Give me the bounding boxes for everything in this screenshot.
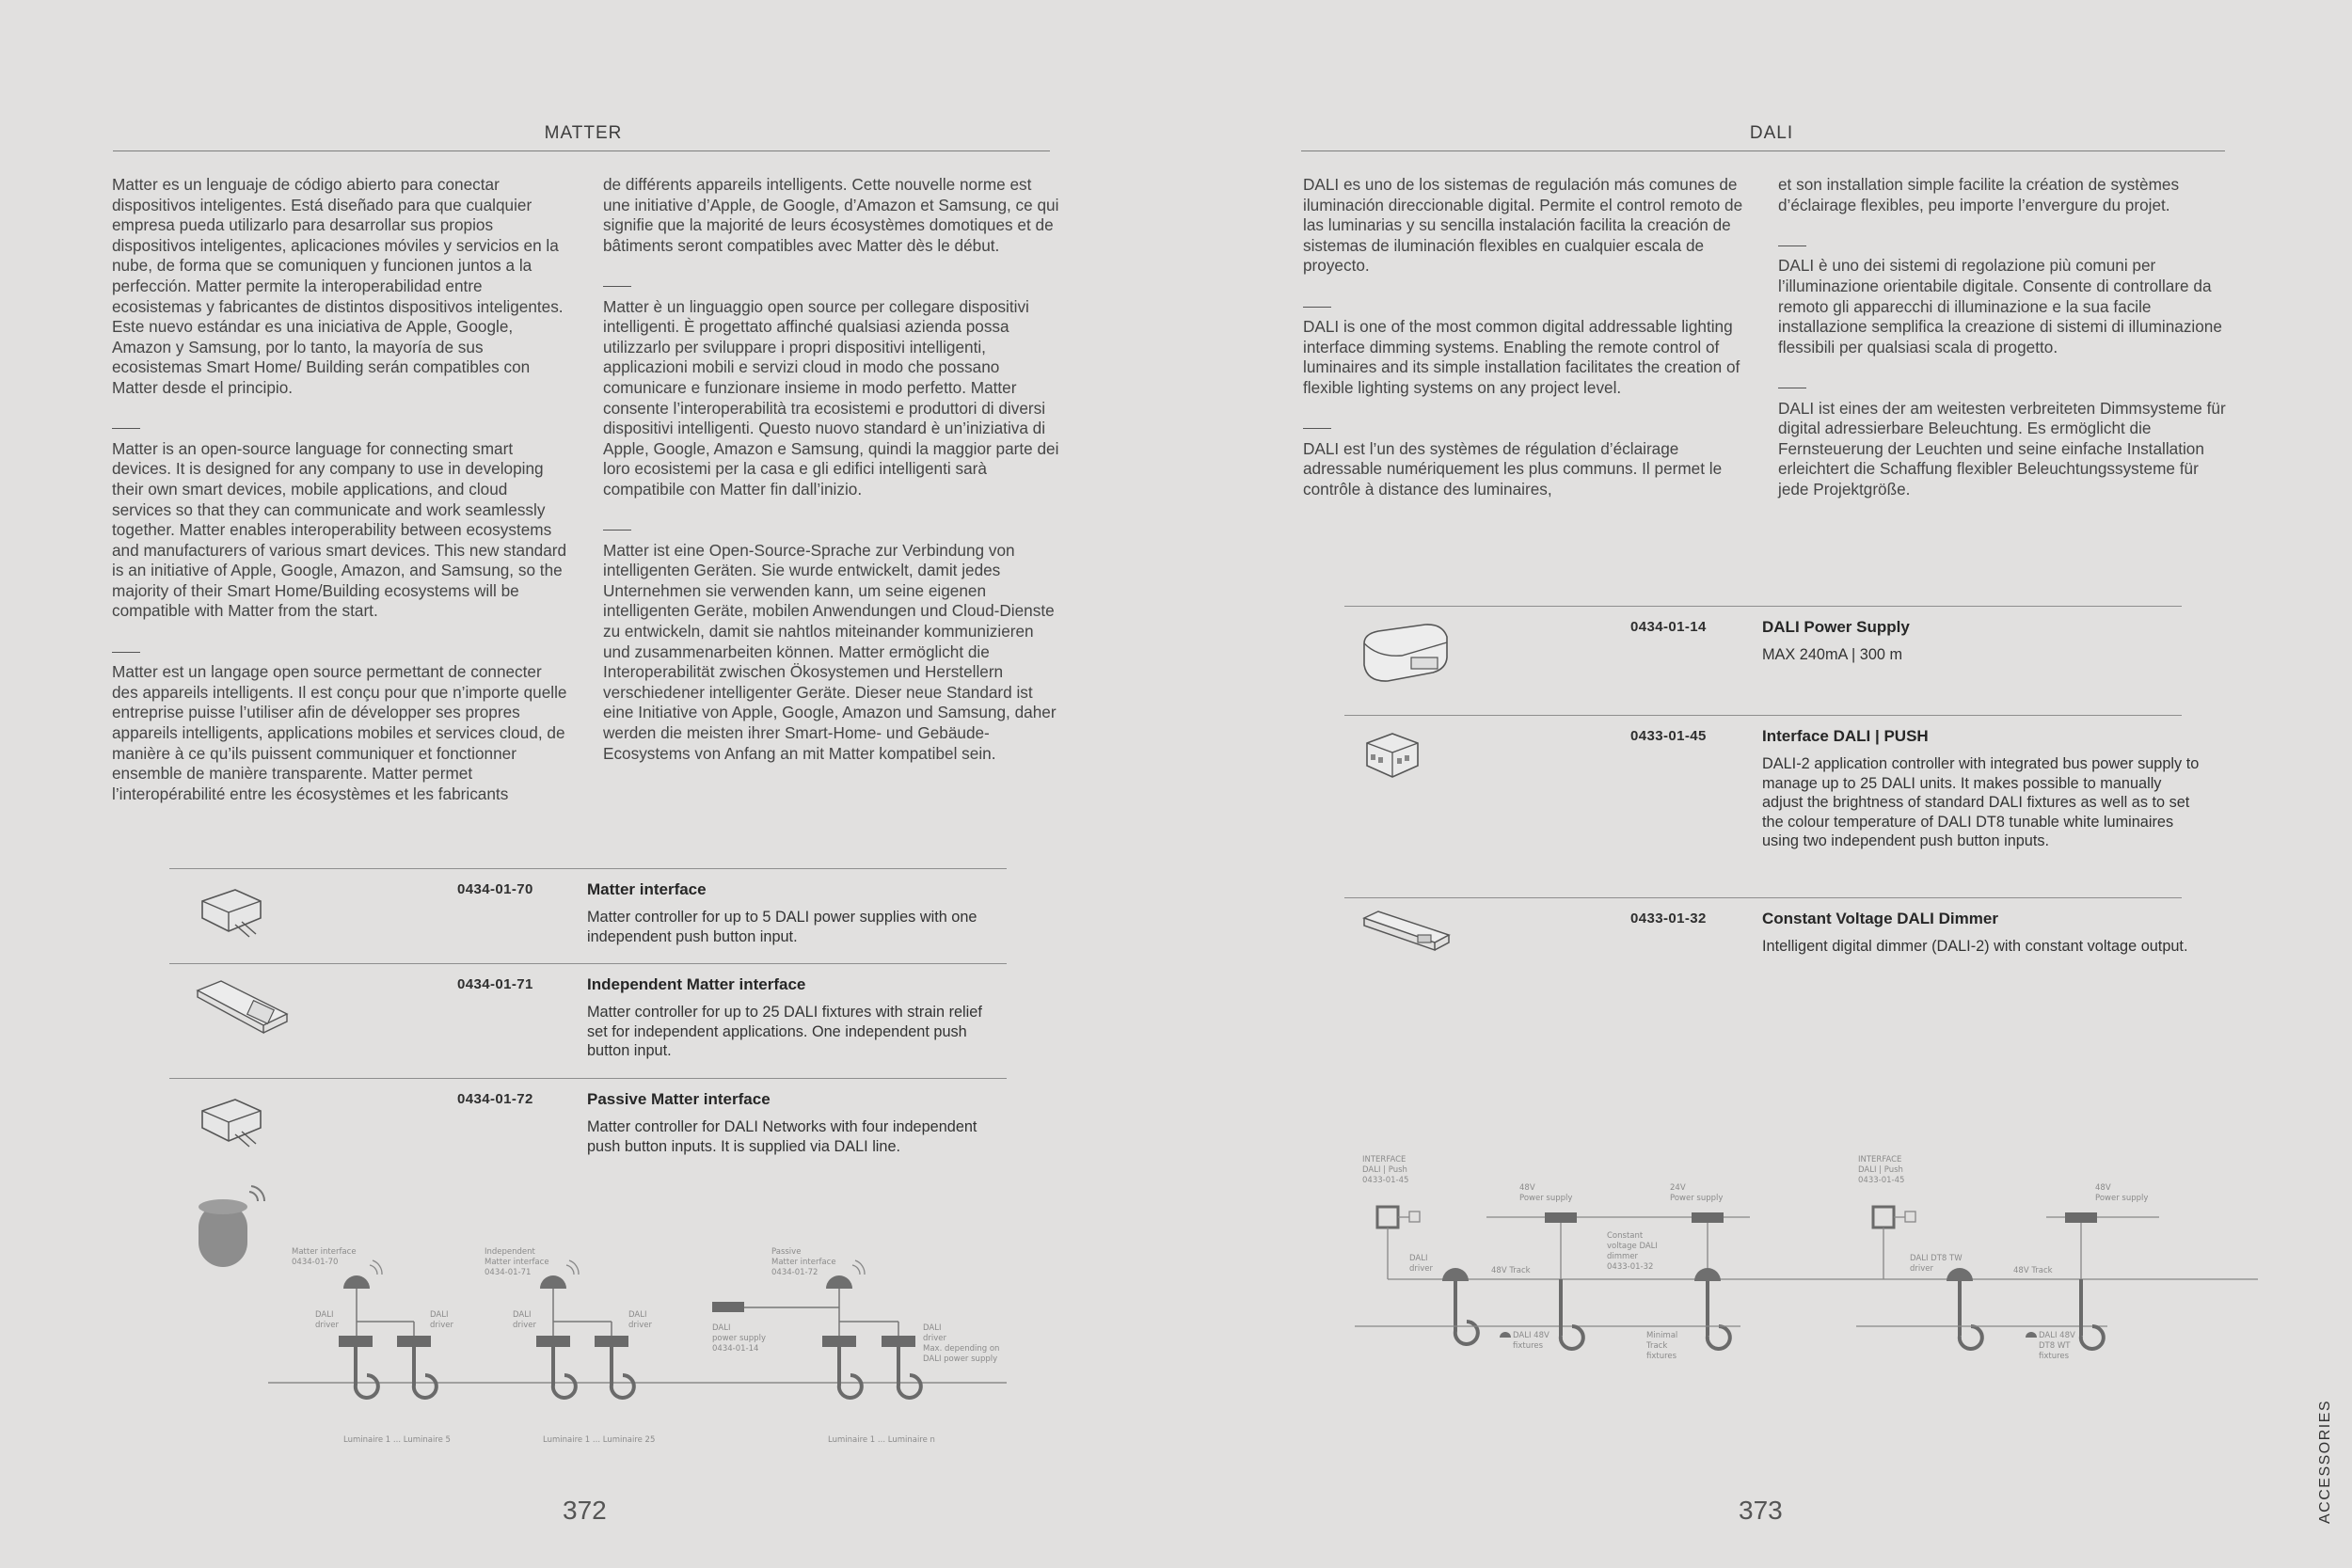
product-description: DALI-2 application controller with integrated bus power supply to manage up to 25 DALI units. It makes possible to manually adjust the brightness of standard DALI fixtures as well as to set the colour temperature of DALI DT8 tunable white luminaires using two independent push button inputs. — [1762, 755, 2200, 849]
svg-text:DALI: DALI — [513, 1310, 532, 1320]
svg-text:0434-01-71: 0434-01-71 — [485, 1268, 532, 1277]
separator-dash — [1303, 297, 1755, 318]
svg-text:DALI 48V: DALI 48V — [1513, 1331, 1549, 1340]
svg-text:dimmer: dimmer — [1607, 1252, 1639, 1261]
paragraph: de différents appareils intelligents. Cette nouvelle norme est une initiative d’Apple, de Google, d’Amazon et Samsung, ce qui signifie que la majorité de leurs écosystèmes domotiques et de bâtiments seront compatibles avec Matter dès le début. — [603, 175, 1059, 255]
product-code: 0433-01-45 — [1630, 728, 1707, 744]
svg-text:INTERFACE: INTERFACE — [1362, 1155, 1406, 1164]
product-row-divider — [169, 963, 1007, 964]
separator-dash — [603, 277, 1059, 297]
right-page — [1176, 0, 2352, 1568]
interface-dali-push-icon — [1359, 726, 1425, 787]
product-code: 0434-01-14 — [1630, 619, 1707, 635]
svg-text:Matter interface: Matter interface — [485, 1258, 549, 1267]
independent-matter-interface-icon — [193, 976, 296, 1047]
product-row-divider — [169, 868, 1007, 869]
diagram-group-independent-matter-interface — [485, 1247, 655, 1445]
dali-power-supply-icon — [1359, 620, 1454, 690]
side-label-accessories: ACCESSORIES — [2317, 1399, 2333, 1524]
paragraph: Matter est un langage open source permettant de connecter des appareils intelligents. Il est conçu pour que n’importe quelle entreprise puisse l’utiliser afin de développer ses propres appareils intelligents, applications mobiles et services cloud, de manière à ce qu’ils puissent communiquer et fonctionner ensemble de manière transparente. Matter permet l’interopérabilité entre les écosystèmes et les fabricants — [112, 662, 567, 803]
title-rule — [113, 150, 1050, 151]
page-number-right: 373 — [1739, 1496, 1783, 1525]
product-row-divider — [1344, 715, 2182, 716]
product-name: Constant Voltage DALI Dimmer — [1762, 910, 1998, 927]
svg-text:Luminaire 1 ... Luminaire 5: Luminaire 1 ... Luminaire 5 — [343, 1435, 451, 1445]
paragraph: DALI è uno dei sistemi di regolazione più comuni per l’illuminazione orientabile digitale. Consente di controllare da remoto gli apparecchi di illuminazione e la sua facile installazione semplifica la creazione di sistemi di illuminazione flessibili per qualsiasi scala di progetto. — [1778, 256, 2222, 356]
separator-dash — [1778, 236, 2230, 257]
svg-text:DALI: DALI — [712, 1323, 731, 1333]
svg-text:Matter interface: Matter interface — [292, 1247, 357, 1257]
passive-matter-interface-icon — [193, 1092, 268, 1153]
diagram-group-matter-interface — [292, 1247, 454, 1445]
svg-text:DALI: DALI — [628, 1310, 647, 1320]
product-description: Matter controller for up to 25 DALI fixtures with strain relief set for independent applications. One independent push button input. — [587, 1004, 982, 1059]
svg-text:Max. depending on: Max. depending on — [923, 1344, 1000, 1354]
svg-text:fixtures: fixtures — [1513, 1341, 1544, 1351]
svg-text:Power supply: Power supply — [1519, 1194, 1573, 1203]
svg-text:fixtures: fixtures — [2039, 1352, 2070, 1361]
section-title-dali: DALI — [1749, 123, 1794, 143]
svg-text:driver: driver — [513, 1321, 537, 1330]
product-name: Matter interface — [587, 880, 707, 898]
svg-text:Constant: Constant — [1607, 1231, 1644, 1241]
matter-text-column-1 — [112, 175, 568, 825]
diagram-group-passive-matter-interface — [712, 1247, 999, 1445]
svg-text:driver: driver — [430, 1321, 454, 1330]
paragraph: Matter ist eine Open-Source-Sprache zur Verbindung von intelligenten Geräten. Sie wurde entwickelt, damit jedes Unternehmen sie verwenden kann, um seine eigenen intelligenten Geräte, mobilen Anwendungen und Cloud-Dienste zu entwickeln, damit sie nahtlos miteinander kommunizieren und zusammenarbeiten können. Matter ermöglicht die Interoperabilität zwischen Ökosystemen und Herstellern verschiedener intelligenter Geräte. Dieser neue Standard ist eine Initiative von Apple, Google, Amazon und Samsung, daher werden die meisten ihrer Smart-Home- und Gebäude-Ecosystems von Anfang an mit Matter kompatibel sein. — [603, 540, 1057, 763]
svg-text:driver: driver — [628, 1321, 653, 1330]
svg-text:Luminaire 1 ... Luminaire 25: Luminaire 1 ... Luminaire 25 — [543, 1435, 656, 1445]
product-row-divider — [1344, 897, 2182, 898]
svg-text:Passive: Passive — [771, 1247, 802, 1257]
paragraph: DALI est l’un des systèmes de régulation d’éclairage adressable numériquement les plus communs. Il permet le contrôle à distance des luminaires, — [1303, 438, 1723, 499]
product-description: Matter controller for DALI Networks with four independent push button inputs. It is supplied via DALI line. — [587, 1118, 977, 1155]
paragraph: Matter è un linguaggio open source per collegare dispositivi intelligenti. È progettato affinché qualsiasi azienda possa utilizzarlo per sviluppare i propri dispositivi intelligenti, applicazioni mobili e servizi cloud in modo che possano comunicare e funzionare insieme in modo perfetto. Matter consente l’interoperabilità tra ecosistemi e produttori di diversi dispositivi intelligenti. Questo nuovo standard è un’iniziativa di Apple, Google, Amazon e Samsung, quindi la maggior parte dei loro ecosistemi per la casa e gli edifici intelligenti sarà compatibile con Matter fin dall’inizio. — [603, 296, 1059, 499]
svg-text:DALI power supply: DALI power supply — [923, 1354, 998, 1364]
svg-text:driver: driver — [1409, 1264, 1434, 1274]
dali-wiring-diagram — [1355, 1148, 2258, 1383]
product-name: Independent Matter interface — [587, 975, 806, 993]
product-code: 0434-01-71 — [457, 976, 533, 992]
paragraph: Matter is an open-source language for connecting smart devices. It is designed for any company to use in developing their own smart devices, mobile applications, and cloud services so that they can communicate and work seamlessly together. Matter enables interoperability between ecosystems and manufacturers of various smart devices. This new standard is an initiative of Apple, Google, Amazon, and Samsung, so the majority of their Smart Home/Building ecosystems will be compatible with Matter from the start. — [112, 438, 567, 621]
product-description: Intelligent digital dimmer (DALI-2) with constant voltage output. — [1762, 938, 2188, 955]
svg-text:Track: Track — [1646, 1341, 1668, 1351]
product-code: 0433-01-32 — [1630, 911, 1707, 927]
product-row-divider — [1344, 606, 2182, 607]
svg-text:24V: 24V — [1670, 1183, 1686, 1193]
separator-dash — [603, 520, 1059, 541]
matter-wiring-diagram — [263, 1242, 1016, 1458]
svg-text:0434-01-72: 0434-01-72 — [771, 1268, 818, 1277]
separator-dash — [112, 419, 568, 439]
svg-text:DALI: DALI — [315, 1310, 334, 1320]
section-title-matter: MATTER — [544, 123, 623, 143]
svg-text:DT8 WT: DT8 WT — [2039, 1341, 2071, 1351]
svg-text:Power supply: Power supply — [2095, 1194, 2149, 1203]
svg-text:fixtures: fixtures — [1646, 1352, 1677, 1361]
svg-text:DALI: DALI — [1409, 1254, 1428, 1263]
matter-interface-icon — [193, 882, 268, 943]
svg-text:DALI: DALI — [430, 1310, 449, 1320]
separator-dash — [112, 642, 568, 663]
svg-text:48V: 48V — [1519, 1183, 1535, 1193]
svg-text:Matter interface: Matter interface — [771, 1258, 836, 1267]
svg-text:INTERFACE: INTERFACE — [1858, 1155, 1902, 1164]
svg-text:0433-01-45: 0433-01-45 — [1362, 1176, 1409, 1185]
page-number-left: 372 — [563, 1496, 607, 1525]
paragraph: et son installation simple facilite la création de systèmes d’éclairage flexibles, peu importe l’envergure du projet. — [1778, 175, 2180, 214]
separator-dash — [1778, 378, 2230, 399]
svg-text:0434-01-14: 0434-01-14 — [712, 1344, 759, 1354]
svg-text:voltage DALI: voltage DALI — [1607, 1242, 1658, 1251]
svg-text:Independent: Independent — [485, 1247, 535, 1257]
product-name: Passive Matter interface — [587, 1090, 771, 1108]
product-code: 0434-01-70 — [457, 881, 533, 897]
diagram-dali-push-dt8 — [1856, 1155, 2159, 1361]
product-description: Matter controller for up to 5 DALI power supplies with one independent push button input. — [587, 909, 977, 945]
svg-text:48V Track: 48V Track — [2013, 1266, 2053, 1275]
svg-text:DALI | Push: DALI | Push — [1362, 1165, 1407, 1175]
svg-text:Luminaire 1 ... Luminaire n: Luminaire 1 ... Luminaire n — [828, 1435, 935, 1445]
product-description: MAX 240mA | 300 m — [1762, 646, 1903, 663]
paragraph: DALI es uno de los sistemas de regulación más comunes de iluminación direccionable digital. Permite el control remoto de las luminarias y su sencilla instalación facilita la creación de sistemas de iluminación flexibles en cualquier escala de proyecto. — [1303, 175, 1743, 276]
separator-dash — [1303, 419, 1755, 439]
svg-text:driver: driver — [315, 1321, 340, 1330]
svg-text:48V Track: 48V Track — [1491, 1266, 1531, 1275]
svg-text:0433-01-32: 0433-01-32 — [1607, 1262, 1654, 1272]
svg-text:DALI DT8 TW: DALI DT8 TW — [1910, 1254, 1963, 1263]
svg-text:Minimal: Minimal — [1646, 1331, 1678, 1340]
product-code: 0434-01-72 — [457, 1091, 533, 1107]
product-name: Interface DALI | PUSH — [1762, 727, 1929, 745]
diagram-dali-push-48v — [1355, 1155, 2258, 1361]
svg-text:48V: 48V — [2095, 1183, 2111, 1193]
dali-dimmer-icon — [1359, 907, 1454, 968]
svg-text:power supply: power supply — [712, 1334, 766, 1343]
product-name: DALI Power Supply — [1762, 618, 1910, 636]
svg-text:driver: driver — [1910, 1264, 1934, 1274]
svg-text:DALI 48V: DALI 48V — [2039, 1331, 2075, 1340]
svg-text:DALI | Push: DALI | Push — [1858, 1165, 1903, 1175]
svg-text:0434-01-70: 0434-01-70 — [292, 1258, 339, 1267]
product-row-divider — [169, 1078, 1007, 1079]
dali-text-column-2 — [1778, 175, 2230, 520]
svg-text:DALI: DALI — [923, 1323, 942, 1333]
svg-text:0433-01-45: 0433-01-45 — [1858, 1176, 1905, 1185]
paragraph: DALI is one of the most common digital addressable lighting interface dimming systems. Enabling the remote control of luminaires and its simple installation facilitates the creation of flexible lighting systems on any project level. — [1303, 317, 1740, 397]
dali-text-column-1 — [1303, 175, 1755, 520]
title-rule — [1301, 150, 2225, 151]
paragraph: Matter es un lenguaje de código abierto para conectar dispositivos inteligentes. Está diseñado para que cualquier empresa pueda utilizarlo para desarrollar sus propios dispositivos inteligentes, aplicaciones móviles y servicios en la nube, de forma que se comuniquen y funcionen juntos a la perfección. Matter permite la interoperabilidad entre ecosistemas y fabricantes de distintos dispositivos inteligentes. Este nuevo estándar es una iniciativa de Apple, Google, Amazon y Samsung, por lo tanto, la mayoría de sus ecosistemas Smart Home/ Building serán compatibles con Matter desde el principio. — [112, 175, 564, 397]
paragraph: DALI ist eines der am weitesten verbreiteten Dimmsysteme für digital adressierbare Beleuchtung. Es ermöglicht die Fernsteuerung der Leuchten und seine einfache Installation erleichtert die Schaffung flexibler Beleuchtungssysteme für jede Projektgröße. — [1778, 398, 2226, 499]
matter-text-column-2 — [603, 175, 1059, 784]
svg-text:Power supply: Power supply — [1670, 1194, 1724, 1203]
svg-text:driver: driver — [923, 1334, 947, 1343]
